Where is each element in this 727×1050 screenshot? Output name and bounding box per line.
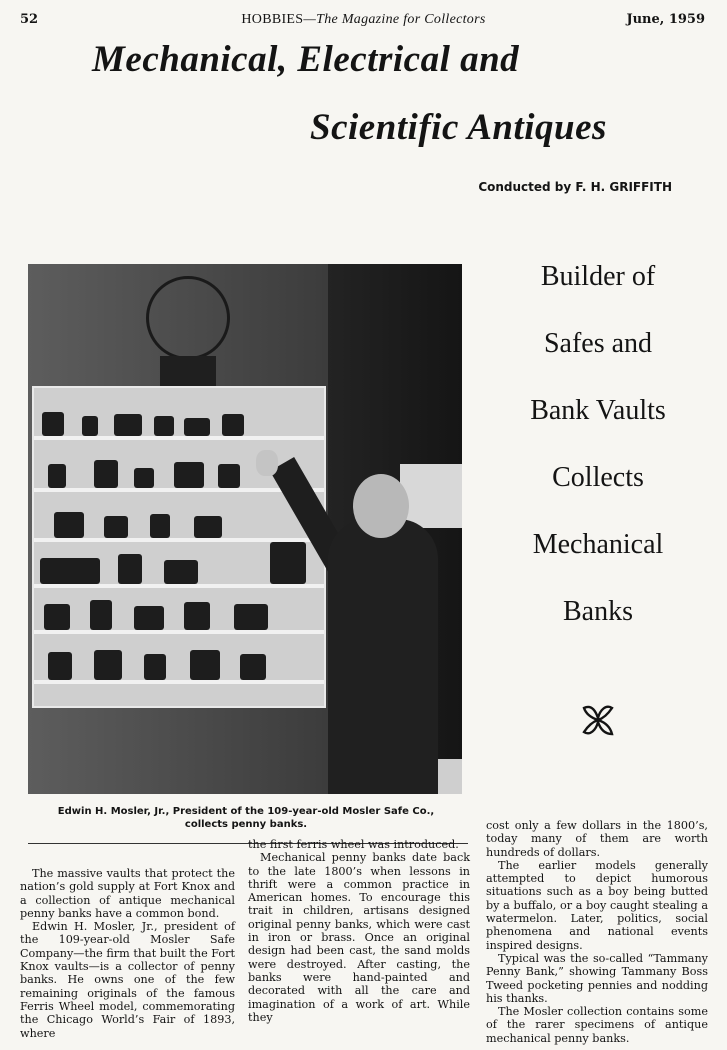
sidebar-headline-line: Builder of xyxy=(540,261,656,292)
bank-figure xyxy=(234,604,268,630)
bank-figure xyxy=(90,600,112,630)
sidebar-headline-line: Collects xyxy=(552,462,644,493)
shelf xyxy=(34,584,324,588)
bank-figure xyxy=(190,650,220,680)
bank-figure xyxy=(194,516,222,538)
bank-figure xyxy=(40,558,100,584)
bank-figure xyxy=(54,512,84,538)
issue-date: June, 1959 xyxy=(626,12,705,27)
display-cabinet xyxy=(32,386,326,708)
man-head xyxy=(353,474,409,538)
bank-figure xyxy=(42,412,64,436)
bank-figure xyxy=(222,414,244,436)
bank-figure xyxy=(218,464,240,488)
sidebar-headline-line: Mechanical xyxy=(532,529,664,560)
bank-figure xyxy=(44,604,70,630)
sidebar-headline-line: Banks xyxy=(563,596,633,627)
bank-figure xyxy=(94,650,122,680)
paragraph: Typical was the so-called “Tammany Penny Bank,” showing Tammany Boss Tweed pocketing pennies and nodding his thanks. xyxy=(486,951,708,1005)
bank-figure xyxy=(94,460,118,488)
man-hand xyxy=(256,450,278,476)
magazine-subtitle: —The Magazine for Collectors xyxy=(303,12,486,27)
bank-figure xyxy=(134,606,164,630)
bank-figure xyxy=(82,416,98,436)
magazine-name: HOBBIES xyxy=(241,12,304,27)
bank-figure xyxy=(48,464,66,488)
bank-figure xyxy=(104,516,128,538)
article-title-line-1: Mechanical, Electrical and xyxy=(92,39,520,80)
photo-caption xyxy=(30,805,462,831)
byline: Conducted by F. H. GRIFFITH xyxy=(478,180,672,194)
sidebar-headline-line: Safes and xyxy=(543,328,653,359)
article-column-2 xyxy=(248,838,470,1024)
sidebar-headline xyxy=(480,252,716,654)
bank-figure xyxy=(118,554,142,584)
page-header xyxy=(0,12,727,32)
shelf xyxy=(34,436,324,440)
shelf xyxy=(34,630,324,634)
paragraph: Edwin H. Mosler, Jr., president of the 109-year-old Mosler Safe Company—the firm that built the Fort Knox vaults—is a collector of penny banks. He owns one of the few remaining originals of the famous Ferris Wheel model, commemorating the Chicago World’s Fair of 1893, where xyxy=(20,920,235,1040)
bank-figure xyxy=(154,416,174,436)
man-figure xyxy=(328,519,438,794)
bank-figure xyxy=(240,654,266,680)
paragraph: The Mosler collection contains some of the rarer specimens of antique mechanical penny banks. xyxy=(486,1005,708,1045)
page-number: 52 xyxy=(20,12,39,27)
magazine-title xyxy=(0,12,727,28)
article-column-1 xyxy=(20,867,235,1040)
article-photo xyxy=(28,264,462,794)
wall-panel xyxy=(400,464,462,528)
shelf xyxy=(34,680,324,684)
ferris-wheel-bank xyxy=(146,276,230,360)
caption-line-2: collects penny banks. xyxy=(184,819,308,830)
bank-figure xyxy=(174,462,204,488)
article-column-3 xyxy=(486,819,708,1045)
paragraph: The earlier models generally attempted to depict humorous situations such as a boy being butted by a buffalo, or a boy caught stealing a watermelon. Later, politics, social phenomena and national events inspired designs. xyxy=(486,858,708,952)
paragraph: The massive vaults that protect the nation’s gold supply at Fort Knox and a collection of antique mechanical penny banks have a common bond. xyxy=(20,867,235,920)
bank-figure xyxy=(114,414,142,436)
ferris-wheel-base xyxy=(160,356,216,390)
bank-figure xyxy=(134,468,154,488)
bank-figure xyxy=(144,654,166,680)
bank-figure xyxy=(184,602,210,630)
bank-figure xyxy=(184,418,210,436)
sidebar-headline-line: Bank Vaults xyxy=(530,395,666,426)
paragraph: Mechanical penny banks date back to the late 1800’s when lessons in thrift were a common practice in American homes. To encourage this trait in children, artisans designed original penny banks, which were cast in iron or brass. Once an original design had been cast, the sand molds were destroyed. After casting, the banks were hand-painted and decorated with all the care and imagination of a work of art. While they xyxy=(248,851,470,1024)
article-title-line-2: Scientific Antiques xyxy=(310,107,607,148)
bank-figure xyxy=(270,542,306,584)
paragraph: the first ferris wheel was introduced. xyxy=(248,838,459,851)
bank-figure xyxy=(48,652,72,680)
caption-line-1: Edwin H. Mosler, Jr., President of the 109-year-old Mosler Safe Co., xyxy=(57,806,435,817)
paragraph: cost only a few dollars in the 1800’s, today many of them are worth hundreds of dollars. xyxy=(486,819,708,859)
ornament-icon xyxy=(578,700,618,740)
bank-figure xyxy=(164,560,198,584)
bank-figure xyxy=(150,514,170,538)
